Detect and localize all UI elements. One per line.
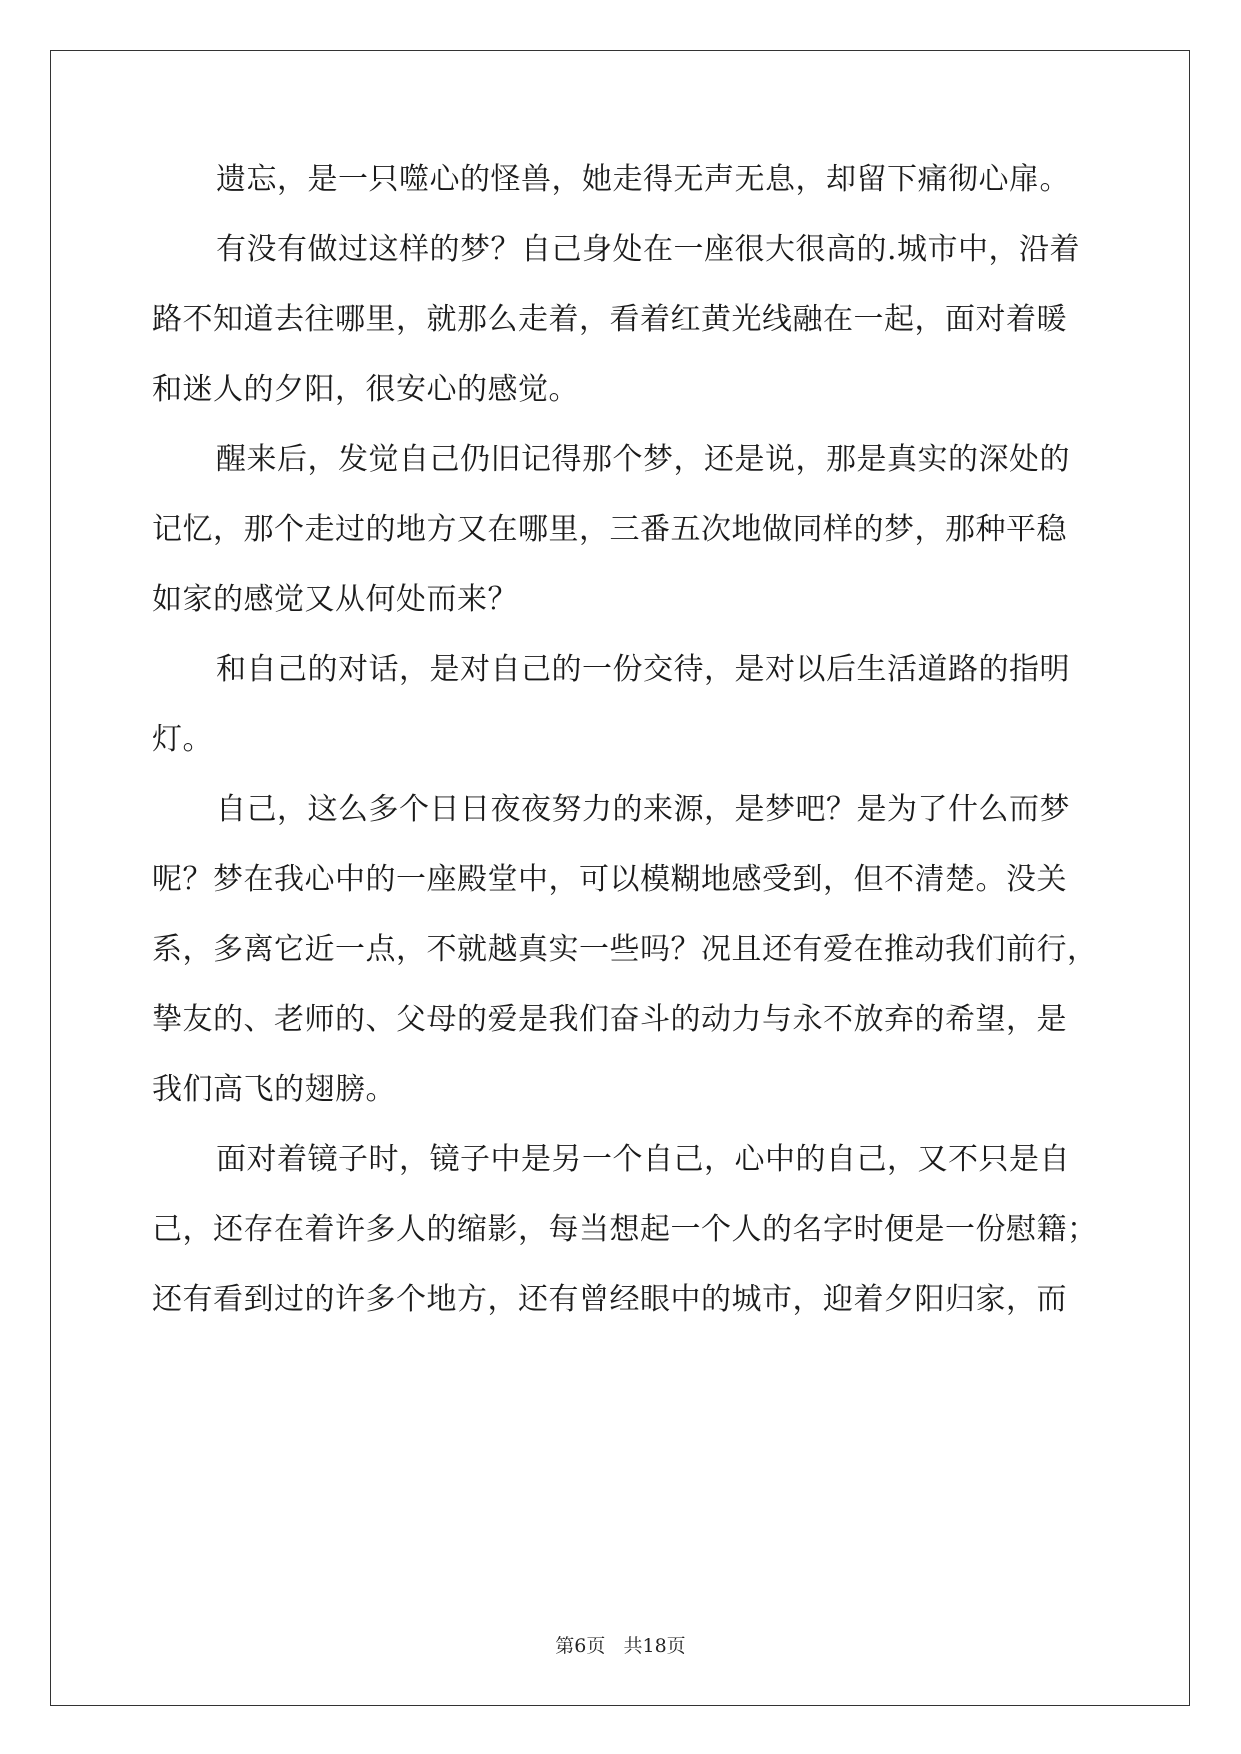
text-line: 我们高飞的翅膀。 xyxy=(152,1072,396,1107)
text-line: 和自己的对话，是对自己的一份交待，是对以后生活道路的指明 xyxy=(216,652,1070,687)
text-line: 己，还存在着许多人的缩影，每当想起一个人的名字时便是一份慰籍； xyxy=(152,1212,1098,1247)
text-line: 呢？梦在我心中的一座殿堂中，可以模糊地感受到，但不清楚。没关 xyxy=(152,862,1067,897)
page-number-footer: 第6页 共18页 xyxy=(555,1635,686,1657)
text-line: 有没有做过这样的梦？自己身处在一座很大很高的.城市中，沿着 xyxy=(216,232,1081,267)
text-line: 挚友的、老师的、父母的爱是我们奋斗的动力与永不放弃的希望，是 xyxy=(152,1002,1067,1037)
text-line: 遗忘，是一只噬心的怪兽，她走得无声无息，却留下痛彻心扉。 xyxy=(216,162,1070,197)
text-line: 醒来后，发觉自己仍旧记得那个梦，还是说，那是真实的深处的 xyxy=(216,442,1070,477)
text-line: 和迷人的夕阳，很安心的感觉。 xyxy=(152,372,579,407)
text-line: 还有看到过的许多个地方，还有曾经眼中的城市，迎着夕阳归家，而 xyxy=(152,1282,1067,1317)
text-line: 记忆，那个走过的地方又在哪里，三番五次地做同样的梦，那种平稳 xyxy=(152,512,1067,547)
text-line: 面对着镜子时，镜子中是另一个自己，心中的自己，又不只是自 xyxy=(216,1142,1070,1177)
text-line: 灯。 xyxy=(152,722,213,757)
text-line: 自己，这么多个日日夜夜努力的来源，是梦吧？是为了什么而梦 xyxy=(216,792,1070,827)
text-line: 路不知道去往哪里，就那么走着，看着红黄光线融在一起，面对着暖 xyxy=(152,302,1067,337)
text-line: 系，多离它近一点，不就越真实一些吗？况且还有爱在推动我们前行， xyxy=(152,932,1098,967)
text-line: 如家的感觉又从何处而来？ xyxy=(152,582,518,617)
